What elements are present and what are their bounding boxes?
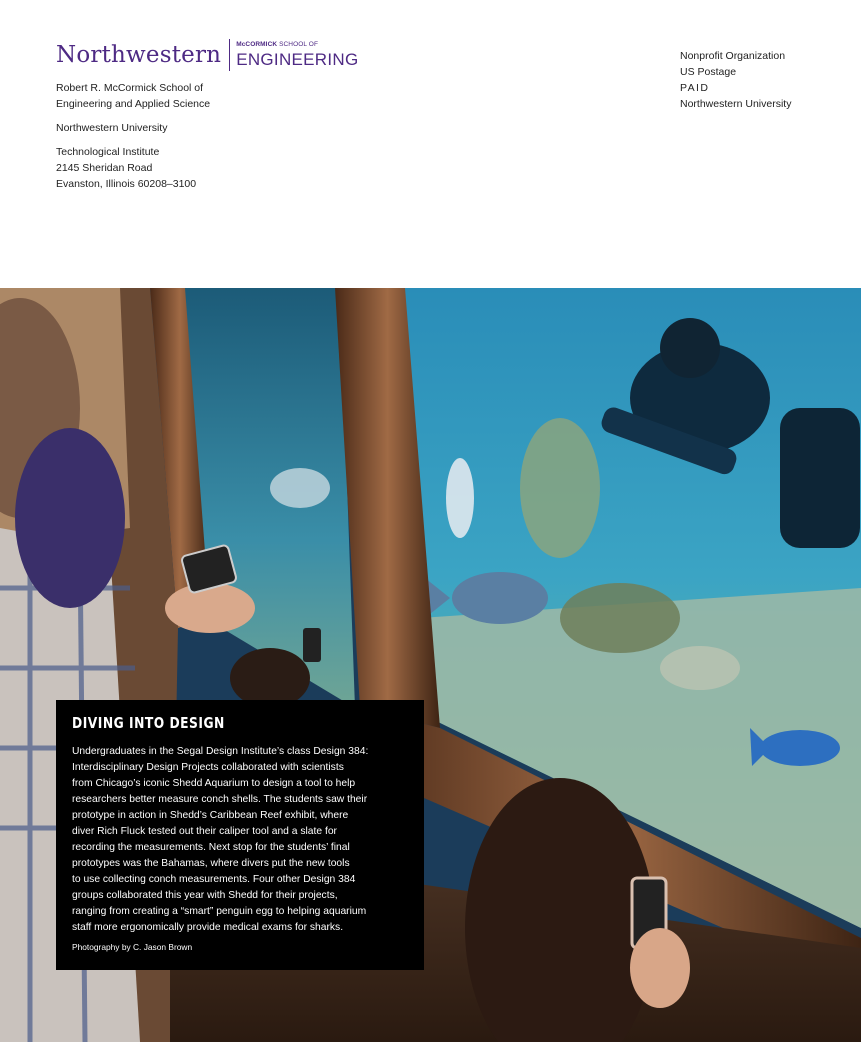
visitor-child-head	[230, 648, 310, 708]
caption-line: prototypes was the Bahamas, where divers put the new tools	[72, 858, 350, 869]
caption-line: staff more ergonomically provide medical exams for sharks.	[72, 922, 344, 933]
address-line: Northwestern University	[56, 122, 168, 134]
coral	[520, 418, 600, 558]
caption-line: Interdisciplinary Design Projects collaborated with scientists	[72, 762, 344, 773]
caption-box	[56, 700, 424, 970]
phone-icon	[303, 628, 321, 662]
caption-line: prototype in action in Shedd’s Caribbean Reef exhibit, where	[72, 810, 349, 821]
postage-line: PAID	[680, 82, 710, 94]
caption-line: ranging from creating a “smart” penguin egg to helping aquarium	[72, 906, 367, 917]
fish	[270, 468, 330, 508]
caption-line: groups collaborated this year with Shedd for their projects,	[72, 890, 338, 901]
visitor-purple-jacket	[15, 428, 125, 608]
caption-line: researchers better measure conch shells. The students saw their	[72, 794, 368, 805]
address-line: Evanston, Illinois 60208–3100	[56, 178, 197, 190]
logo-wordmark: Northwestern	[56, 41, 222, 68]
caption-line: from Chicago’s iconic Shedd Aquarium to design a tool to help	[72, 778, 356, 789]
address-line: Technological Institute	[56, 146, 160, 158]
angelfish	[446, 458, 474, 538]
logo-school-of	[236, 42, 358, 49]
rock	[660, 646, 740, 690]
address-line: Robert R. McCormick School of	[56, 82, 204, 94]
photo-credit: Photography by C. Jason Brown	[72, 942, 193, 952]
diver-head	[660, 318, 720, 378]
return-address-university	[56, 120, 167, 136]
return-address-street	[56, 144, 196, 192]
caption-title: DIVING INTO DESIGN	[72, 714, 225, 732]
visitor-hands	[165, 583, 255, 633]
postage-line: US Postage	[680, 66, 737, 78]
logo-school-lockup	[236, 42, 358, 68]
caption-line: Undergraduates in the Segal Design Institute’s class Design 384:	[72, 746, 369, 757]
caption-line: diver Rich Fluck tested out their caliper tool and a slate for	[72, 826, 337, 837]
logo-school-of-text: SCHOOL OF	[279, 41, 319, 49]
postage-line: Northwestern University	[680, 98, 792, 110]
address-line: Engineering and Applied Science	[56, 98, 211, 110]
caption-line: to use collecting conch measurements. Four other Design 384	[72, 874, 356, 885]
postage-indicia	[680, 48, 791, 112]
caption-body	[72, 744, 408, 936]
rock	[560, 583, 680, 653]
left-tank-water	[180, 288, 355, 708]
fish	[452, 572, 548, 624]
visitor-hand	[630, 928, 690, 1008]
blue-tang-fish	[760, 730, 840, 766]
northwestern-engineering-logo	[56, 38, 359, 72]
address-line: 2145 Sheridan Road	[56, 162, 153, 174]
logo-mccormick: McCORMICK	[236, 41, 278, 49]
caption-line: recording the measurements. Next stop for the students’ final	[72, 842, 350, 853]
logo-divider	[229, 39, 230, 71]
return-address-school	[56, 80, 210, 112]
postage-line: Nonprofit Organization	[680, 50, 786, 62]
logo-engineering: ENGINEERING	[236, 49, 359, 69]
diver-tank	[780, 408, 860, 548]
